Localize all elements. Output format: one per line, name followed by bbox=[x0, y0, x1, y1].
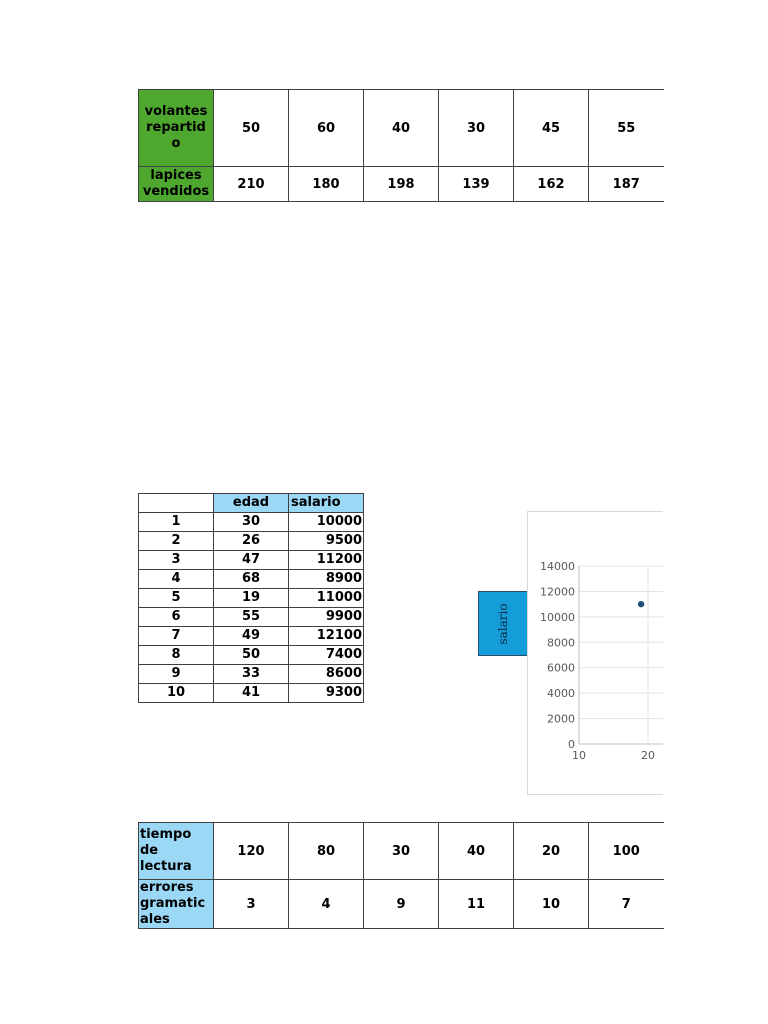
salario-cell[interactable]: 9900 bbox=[289, 608, 364, 627]
table-row bbox=[139, 684, 364, 703]
table-cell[interactable]: 40 bbox=[439, 823, 514, 880]
salario-cell[interactable]: 9300 bbox=[289, 684, 364, 703]
salario-cell[interactable]: 8900 bbox=[289, 570, 364, 589]
table-row bbox=[139, 608, 364, 627]
y-tick-label: 6000 bbox=[547, 661, 575, 675]
table-cell[interactable]: 10 bbox=[514, 880, 589, 929]
edad-cell[interactable]: 33 bbox=[214, 665, 289, 684]
row-header-volantes[interactable]: volantes repartid o bbox=[139, 90, 214, 167]
row-index-cell[interactable]: 10 bbox=[139, 684, 214, 703]
row-header-errores[interactable]: errores gramatic ales bbox=[139, 880, 214, 929]
y-tick-label: 14000 bbox=[540, 560, 575, 573]
edad-cell[interactable]: 55 bbox=[214, 608, 289, 627]
salario-cell[interactable]: 11200 bbox=[289, 551, 364, 570]
row-index-cell[interactable]: 5 bbox=[139, 589, 214, 608]
table-row bbox=[139, 646, 364, 665]
y-tick-label: 8000 bbox=[547, 636, 575, 650]
edad-cell[interactable]: 68 bbox=[214, 570, 289, 589]
table-cell[interactable]: 210 bbox=[214, 167, 289, 202]
table-cell[interactable]: 45 bbox=[514, 90, 589, 167]
scatter-chart[interactable] bbox=[527, 511, 663, 795]
scatter-point[interactable] bbox=[638, 601, 644, 607]
y-tick-label: 12000 bbox=[540, 585, 575, 599]
y-tick-label: 4000 bbox=[547, 687, 575, 701]
row-index-cell[interactable]: 3 bbox=[139, 551, 214, 570]
volantes-lapices-table bbox=[138, 89, 664, 202]
salario-cell[interactable]: 7400 bbox=[289, 646, 364, 665]
table-cell[interactable]: 11 bbox=[439, 880, 514, 929]
salario-cell[interactable]: 10000 bbox=[289, 513, 364, 532]
table-row bbox=[139, 589, 364, 608]
lectura-errores-table bbox=[138, 822, 664, 929]
table-row bbox=[139, 880, 664, 929]
table-row bbox=[139, 665, 364, 684]
table-cell[interactable]: 139 bbox=[439, 167, 514, 202]
table-cell[interactable]: 198 bbox=[364, 167, 439, 202]
header-cell-blank[interactable] bbox=[139, 494, 214, 513]
y-tick-label: 10000 bbox=[540, 610, 575, 624]
table-cell[interactable]: 20 bbox=[514, 823, 589, 880]
y-tick-label: 0 bbox=[568, 738, 575, 751]
table-row bbox=[139, 513, 364, 532]
salario-cell[interactable]: 12100 bbox=[289, 627, 364, 646]
table-cell[interactable]: 162 bbox=[514, 167, 589, 202]
table-row bbox=[139, 167, 664, 202]
salario-cell[interactable]: 11000 bbox=[289, 589, 364, 608]
table-body bbox=[139, 513, 364, 703]
y-axis-title-box[interactable] bbox=[478, 591, 528, 656]
edad-cell[interactable]: 47 bbox=[214, 551, 289, 570]
edad-cell[interactable]: 19 bbox=[214, 589, 289, 608]
table-cell[interactable]: 9 bbox=[364, 880, 439, 929]
table-row bbox=[139, 90, 664, 167]
table-cell[interactable]: 30 bbox=[364, 823, 439, 880]
table-cell[interactable]: 55 bbox=[589, 90, 664, 167]
row-index-cell[interactable]: 7 bbox=[139, 627, 214, 646]
edad-cell[interactable]: 49 bbox=[214, 627, 289, 646]
row-index-cell[interactable]: 2 bbox=[139, 532, 214, 551]
row-index-cell[interactable]: 9 bbox=[139, 665, 214, 684]
edad-salario-table bbox=[138, 493, 364, 703]
table-row bbox=[139, 551, 364, 570]
table-cell[interactable]: 4 bbox=[289, 880, 364, 929]
row-index-cell[interactable]: 8 bbox=[139, 646, 214, 665]
table-cell[interactable]: 7 bbox=[589, 880, 664, 929]
table-cell[interactable]: 180 bbox=[289, 167, 364, 202]
x-tick-label: 10 bbox=[572, 749, 586, 762]
table-row bbox=[139, 570, 364, 589]
edad-cell[interactable]: 26 bbox=[214, 532, 289, 551]
edad-cell[interactable]: 50 bbox=[214, 646, 289, 665]
table-cell[interactable]: 187 bbox=[589, 167, 664, 202]
x-tick-label: 20 bbox=[641, 749, 655, 762]
edad-cell[interactable]: 30 bbox=[214, 513, 289, 532]
header-cell-salario[interactable]: salario bbox=[289, 494, 364, 513]
row-header-lapices[interactable]: lapices vendidos bbox=[139, 167, 214, 202]
row-index-cell[interactable]: 1 bbox=[139, 513, 214, 532]
table-row bbox=[139, 627, 364, 646]
table-cell[interactable]: 3 bbox=[214, 880, 289, 929]
table-cell[interactable]: 80 bbox=[289, 823, 364, 880]
table-cell[interactable]: 30 bbox=[439, 90, 514, 167]
table-row bbox=[139, 823, 664, 880]
table-cell[interactable]: 40 bbox=[364, 90, 439, 167]
table-row bbox=[139, 532, 364, 551]
scatter-plot-svg bbox=[527, 511, 663, 795]
table-cell[interactable]: 100 bbox=[589, 823, 664, 880]
row-header-tiempo[interactable]: tiempo de lectura bbox=[139, 823, 214, 880]
table-cell[interactable]: 60 bbox=[289, 90, 364, 167]
header-cell-edad[interactable]: edad bbox=[214, 494, 289, 513]
y-axis-title: salario bbox=[496, 602, 510, 645]
table-header-row bbox=[139, 494, 364, 513]
salario-cell[interactable]: 9500 bbox=[289, 532, 364, 551]
edad-cell[interactable]: 41 bbox=[214, 684, 289, 703]
table-cell[interactable]: 120 bbox=[214, 823, 289, 880]
row-index-cell[interactable]: 6 bbox=[139, 608, 214, 627]
y-tick-label: 2000 bbox=[547, 712, 575, 726]
salario-cell[interactable]: 8600 bbox=[289, 665, 364, 684]
row-index-cell[interactable]: 4 bbox=[139, 570, 214, 589]
table-cell[interactable]: 50 bbox=[214, 90, 289, 167]
